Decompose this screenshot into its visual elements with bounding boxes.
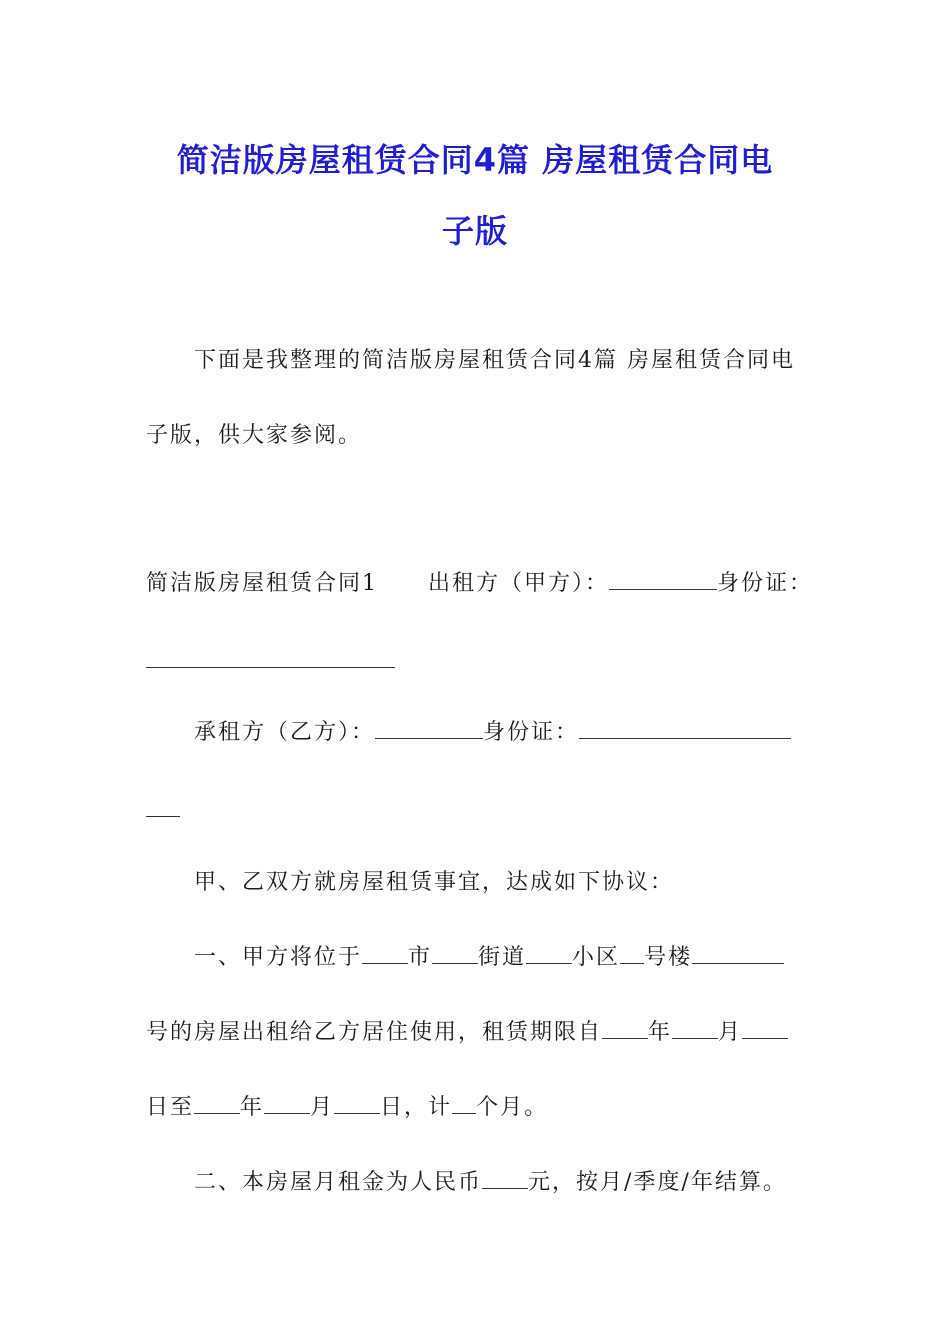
title-line-2: 子版 [441, 212, 508, 250]
street-blank [432, 943, 478, 964]
contract-party-line [146, 569, 813, 599]
start-month-label: 月 [718, 1020, 743, 1045]
lessee-line [194, 718, 791, 748]
end-year-label: 年 [240, 1095, 265, 1120]
agreement-intro: 甲、乙双方就房屋租赁事宜，达成如下协议： [194, 870, 675, 895]
community-label: 小区 [572, 945, 621, 970]
city-label: 市 [408, 945, 433, 970]
end-month-blank [264, 1093, 310, 1114]
lessor-label: 出租方（甲方）： [428, 571, 610, 596]
months-label: 个月。 [476, 1095, 549, 1120]
clause-1-line-2 [146, 1018, 788, 1048]
end-day-label: 日，计 [380, 1095, 453, 1120]
end-day-blank [334, 1093, 380, 1114]
end-month-label: 月 [310, 1095, 335, 1120]
community-blank [526, 943, 572, 964]
clause-1-line-3 [146, 1093, 548, 1123]
clause-2-text-2: 元，按月/季度/年结算。 [528, 1170, 787, 1195]
street-label: 街道 [478, 945, 527, 970]
building-label: 号楼 [644, 945, 693, 970]
lessor-id-label: 身份证： [717, 571, 814, 596]
building-blank [620, 943, 644, 964]
title-line-1: 简洁版房屋租赁合同4篇 房屋租赁合同电 [176, 141, 774, 179]
lessee-id-blank [579, 718, 791, 739]
lessee-id-blank-continued [146, 816, 180, 817]
rent-amount-blank [482, 1168, 528, 1189]
lessee-name-blank [375, 718, 483, 739]
city-blank [362, 943, 408, 964]
lessor-name-blank [609, 569, 717, 590]
start-year-blank [602, 1018, 648, 1039]
start-year-label: 年 [648, 1020, 673, 1045]
start-month-blank [672, 1018, 718, 1039]
start-day-blank [742, 1018, 788, 1039]
clause-2-text: 二、本房屋月租金为人民币 [194, 1170, 483, 1195]
lessor-id-blank [146, 667, 395, 668]
intro-line-1: 下面是我整理的简洁版房屋租赁合同4篇 房屋租赁合同电 [194, 348, 795, 373]
room-blank [692, 943, 784, 964]
start-day-label: 日至 [146, 1095, 195, 1120]
clause-1-text-2: 号的房屋出租给乙方居住使用，租赁期限自 [146, 1020, 603, 1045]
contract-heading: 简洁版房屋租赁合同1 [146, 571, 378, 596]
months-blank [452, 1093, 476, 1114]
lessee-label: 承租方（乙方）： [194, 720, 376, 745]
clause-1-line-1 [194, 943, 784, 973]
clause-1-text: 一、甲方将位于 [194, 945, 363, 970]
end-year-blank [194, 1093, 240, 1114]
lessee-id-label: 身份证： [483, 720, 580, 745]
intro-line-2: 子版，供大家参阅。 [146, 423, 363, 448]
clause-2 [194, 1168, 787, 1198]
